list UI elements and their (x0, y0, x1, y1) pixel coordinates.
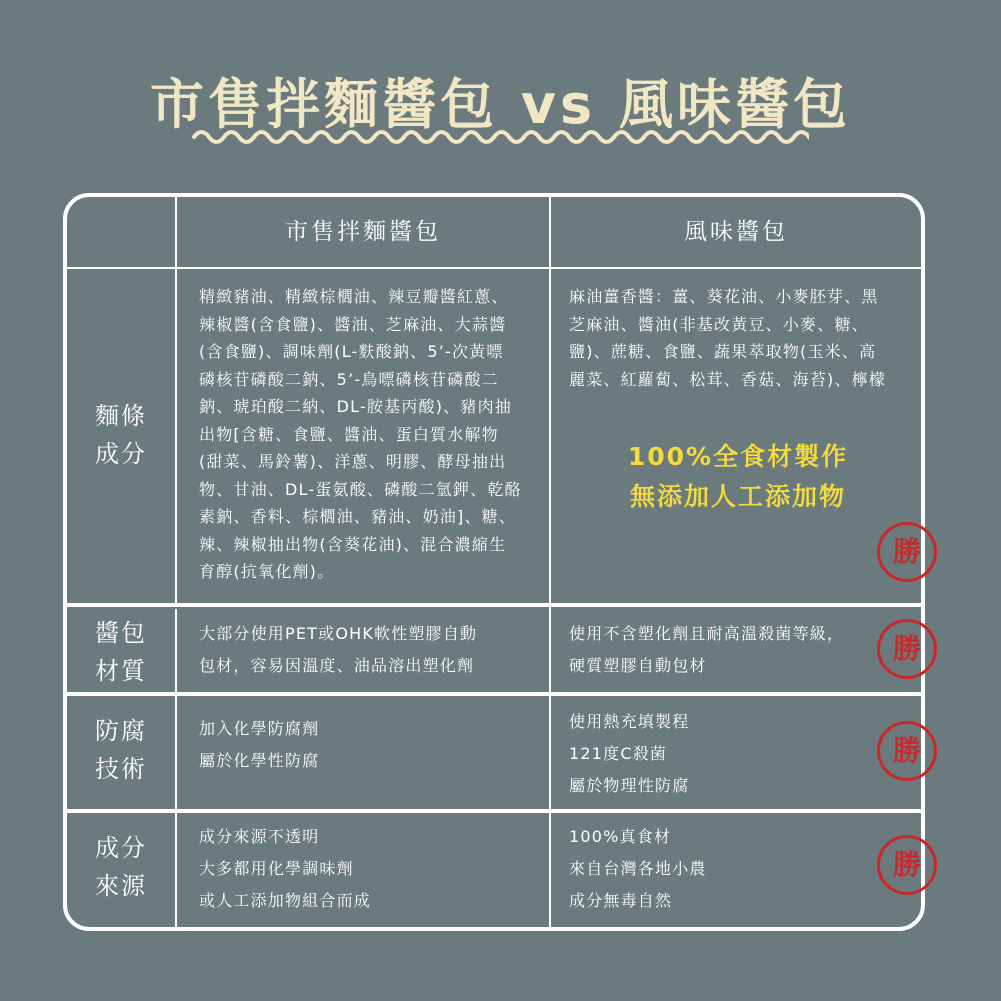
flavor-preservation-text: 使用熱充填製程 121度C殺菌 屬於物理性防腐 (569, 712, 690, 795)
header-market-sauce: 市售拌麵醬包 (285, 219, 441, 245)
win-stamp-source: 勝 (877, 835, 937, 895)
row-label-source: 成分 來源 (95, 834, 147, 900)
comparison-table (63, 193, 925, 931)
win-stamp-material: 勝 (877, 619, 937, 679)
market-preservation-text: 加入化學防腐劑 屬於化學性防腐 (199, 719, 320, 770)
flavor-material-text: 使用不含塑化劑且耐高溫殺菌等級， 硬質塑膠自動包材 (569, 624, 845, 675)
row-label-preservation: 防腐 技術 (95, 717, 147, 783)
market-material-text: 大部分使用PET或OHK軟性塑膠自動 包材，容易因溫度、油品溶出塑化劑 (199, 624, 478, 675)
flavor-source-text: 100%真食材 來自台灣各地小農 成分無毒自然 (569, 827, 707, 910)
row-label-material: 醬包 材質 (95, 619, 147, 685)
wavy-underline (192, 126, 809, 148)
row-label-ingredients: 麵條 成分 (95, 402, 147, 468)
flavor-ingredients-text: 麻油薑香醬：薑、葵花油、小麥胚芽、黑 芝麻油、醬油(非基改黃豆、小麥、糖、 鹽)、蔗糖、食鹽、蔬果萃取物(玉米、高 麗菜、紅蘿蔔、松茸、香菇、海苔)、檸檬 (569, 287, 887, 389)
win-stamp-ingredients: 勝 (877, 522, 937, 582)
win-stamp-preservation: 勝 (877, 721, 937, 781)
page-title: 市售拌麵醬包 vs 風味醬包 (150, 73, 851, 136)
market-ingredients-text: 精緻豬油、精緻棕櫚油、辣豆瓣醬紅蔥、 辣椒醬(含食鹽)、醬油、芝麻油、大蒜醬 (含食鹽)、調味劑(L-麩酸鈉、5’-次黃嘌 磷核苷磷酸二鈉、5’-鳥嘌磷核苷磷酸二 鈉、琥珀酸二納、DL-胺基丙酸)、豬肉抽 出物[含糖、食鹽、醬油、蛋白質水解物 (甜菜、馬鈴薯)、洋蔥、明膠、酵母抽出 物、甘油、DL-蛋氨酸、磷酸二氫鉀、乾酪 素鈉、香料、棕櫚油、豬油、奶油]、糖、 辣、辣椒抽出物(含葵花油)、混合濃縮生 育醇(抗氧化劑)。 (199, 287, 522, 581)
header-flavor-sauce: 風味醬包 (684, 219, 788, 245)
flavor-ingredients-highlight: 100%全食材製作 無添加人工添加物 (627, 442, 849, 511)
market-source-text: 成分來源不透明 大多都用化學調味劑 或人工添加物組合而成 (199, 827, 372, 910)
